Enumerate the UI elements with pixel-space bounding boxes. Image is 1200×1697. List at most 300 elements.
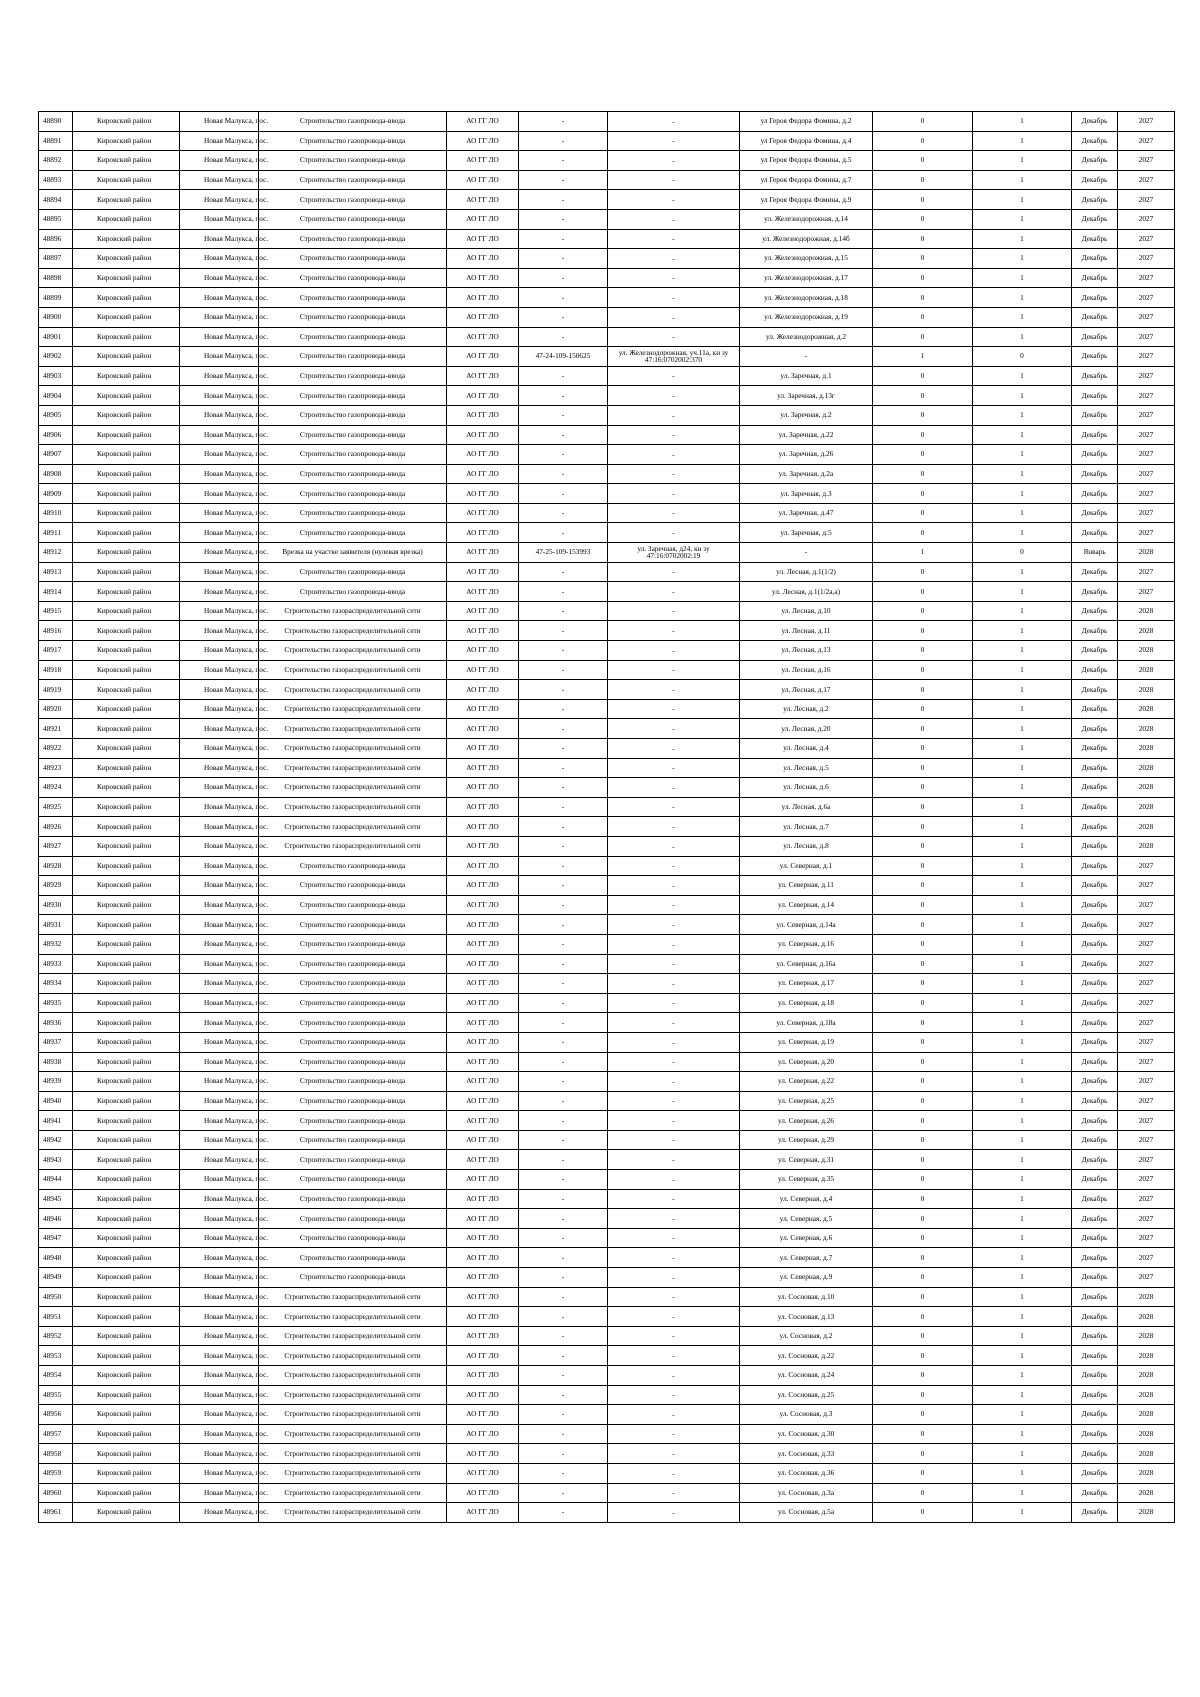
cell-application-number: -: [519, 778, 608, 798]
cell-count-b: 1: [973, 778, 1072, 798]
cell-cadastral-address: -: [608, 1072, 740, 1092]
cell-application-number: -: [519, 268, 608, 288]
cell-organization: АО ГГ ЛО: [447, 876, 519, 896]
cell-application-number: -: [519, 1424, 608, 1444]
table-row: [39, 876, 1175, 896]
cell-year: 2027: [1118, 876, 1175, 896]
cell-work-type: Строительство газораспределительной сети: [259, 739, 447, 759]
cell-settlement: Новая Малукса, пос.: [180, 974, 259, 994]
cell-district: Кировский район: [73, 1052, 180, 1072]
cell-address: ул. Северная, д.4: [740, 1189, 873, 1209]
cell-settlement: Новая Малукса, пос.: [180, 836, 259, 856]
cell-address: ул. Северная, д.14а: [740, 915, 873, 935]
cell-cadastral-address: -: [608, 307, 740, 327]
table-row: [39, 1503, 1175, 1523]
table-row: [39, 778, 1175, 798]
cell-organization: АО ГГ ЛО: [447, 817, 519, 837]
cell-id: 48929: [39, 876, 73, 896]
cell-settlement: Новая Малукса, пос.: [180, 151, 259, 171]
cell-district: Кировский район: [73, 307, 180, 327]
cell-organization: АО ГГ ЛО: [447, 621, 519, 641]
cell-month: Декабрь: [1072, 934, 1118, 954]
cell-cadastral-address: -: [608, 1405, 740, 1425]
cell-work-type: Строительство газопровода-ввода: [259, 288, 447, 308]
cell-work-type: Строительство газопровода-ввода: [259, 1170, 447, 1190]
cell-cadastral-address: -: [608, 915, 740, 935]
cell-work-type: Строительство газопровода-ввода: [259, 1013, 447, 1033]
table-row: [39, 1150, 1175, 1170]
cell-work-type: Строительство газопровода-ввода: [259, 268, 447, 288]
cell-address: ул Героя Федора Фомина, д.9: [740, 190, 873, 210]
cell-year: 2027: [1118, 366, 1175, 386]
cell-work-type: Строительство газопровода-ввода: [259, 562, 447, 582]
cell-organization: АО ГГ ЛО: [447, 601, 519, 621]
cell-organization: АО ГГ ЛО: [447, 699, 519, 719]
cell-address: ул. Северная, д.9: [740, 1268, 873, 1288]
cell-work-type: Строительство газопровода-ввода: [259, 386, 447, 406]
cell-month: Декабрь: [1072, 288, 1118, 308]
table-row: [39, 601, 1175, 621]
cell-organization: АО ГГ ЛО: [447, 1385, 519, 1405]
table-row: [39, 993, 1175, 1013]
cell-district: Кировский район: [73, 405, 180, 425]
cell-id: 48948: [39, 1248, 73, 1268]
cell-cadastral-address: -: [608, 660, 740, 680]
cell-district: Кировский район: [73, 327, 180, 347]
cell-month: Декабрь: [1072, 445, 1118, 465]
cell-organization: АО ГГ ЛО: [447, 229, 519, 249]
cell-settlement: Новая Малукса, пос.: [180, 1091, 259, 1111]
cell-month: Декабрь: [1072, 601, 1118, 621]
cell-district: Кировский район: [73, 582, 180, 602]
table-row: [39, 151, 1175, 171]
cell-application-number: -: [519, 1189, 608, 1209]
table-row: [39, 621, 1175, 641]
cell-count-a: 0: [873, 1483, 973, 1503]
cell-count-a: 0: [873, 1111, 973, 1131]
cell-address: ул. Лесная, д.17: [740, 680, 873, 700]
cell-cadastral-address: -: [608, 758, 740, 778]
table-row: [39, 366, 1175, 386]
cell-organization: АО ГГ ЛО: [447, 934, 519, 954]
cell-organization: АО ГГ ЛО: [447, 778, 519, 798]
cell-id: 48890: [39, 112, 73, 132]
cell-work-type: Строительство газопровода-ввода: [259, 1209, 447, 1229]
cell-count-b: 1: [973, 993, 1072, 1013]
cell-id: 48899: [39, 288, 73, 308]
cell-id: 48945: [39, 1189, 73, 1209]
cell-cadastral-address: -: [608, 974, 740, 994]
cell-cadastral-address: -: [608, 1013, 740, 1033]
cell-address: ул. Заречная, д.22: [740, 425, 873, 445]
cell-month: Декабрь: [1072, 1111, 1118, 1131]
cell-district: Кировский район: [73, 425, 180, 445]
cell-district: Кировский район: [73, 347, 180, 367]
cell-count-a: 0: [873, 758, 973, 778]
cell-district: Кировский район: [73, 484, 180, 504]
cell-count-a: 0: [873, 915, 973, 935]
table-row: [39, 699, 1175, 719]
table-row: [39, 1013, 1175, 1033]
cell-count-a: 0: [873, 112, 973, 132]
cell-count-a: 0: [873, 1072, 973, 1092]
cell-address: ул. Сосновая, д.25: [740, 1385, 873, 1405]
cell-cadastral-address: -: [608, 778, 740, 798]
cell-cadastral-address: ул. Железнодорожная, уч.11а, кн зу 47:16:0702002:370: [608, 347, 740, 367]
cell-year: 2028: [1118, 1326, 1175, 1346]
cell-count-a: 0: [873, 170, 973, 190]
table-row: [39, 229, 1175, 249]
table-row: [39, 915, 1175, 935]
cell-count-b: 1: [973, 895, 1072, 915]
cell-cadastral-address: -: [608, 425, 740, 445]
cell-year: 2027: [1118, 484, 1175, 504]
cell-organization: АО ГГ ЛО: [447, 1130, 519, 1150]
cell-application-number: -: [519, 1444, 608, 1464]
cell-address: ул. Заречная, д.2а: [740, 464, 873, 484]
cell-year: 2027: [1118, 425, 1175, 445]
table-row: [39, 1130, 1175, 1150]
table-row: [39, 1091, 1175, 1111]
cell-count-b: 1: [973, 1228, 1072, 1248]
cell-organization: АО ГГ ЛО: [447, 151, 519, 171]
cell-count-b: 1: [973, 856, 1072, 876]
table-row: [39, 1209, 1175, 1229]
cell-count-b: 1: [973, 249, 1072, 269]
cell-settlement: Новая Малукса, пос.: [180, 1503, 259, 1523]
cell-count-b: 1: [973, 621, 1072, 641]
cell-year: 2028: [1118, 797, 1175, 817]
cell-address: ул. Северная, д.7: [740, 1248, 873, 1268]
cell-count-b: 1: [973, 366, 1072, 386]
cell-district: Кировский район: [73, 366, 180, 386]
cell-cadastral-address: -: [608, 1503, 740, 1523]
cell-organization: АО ГГ ЛО: [447, 582, 519, 602]
cell-district: Кировский район: [73, 445, 180, 465]
cell-cadastral-address: -: [608, 562, 740, 582]
cell-cadastral-address: -: [608, 327, 740, 347]
cell-work-type: Строительство газопровода-ввода: [259, 170, 447, 190]
cell-organization: АО ГГ ЛО: [447, 170, 519, 190]
table-row: [39, 1463, 1175, 1483]
cell-year: 2027: [1118, 307, 1175, 327]
cell-count-b: 1: [973, 758, 1072, 778]
cell-year: 2027: [1118, 582, 1175, 602]
cell-year: 2027: [1118, 249, 1175, 269]
cell-year: 2027: [1118, 1013, 1175, 1033]
cell-count-a: 0: [873, 386, 973, 406]
cell-district: Кировский район: [73, 895, 180, 915]
cell-count-a: 0: [873, 699, 973, 719]
cell-cadastral-address: -: [608, 1346, 740, 1366]
cell-settlement: Новая Малукса, пос.: [180, 445, 259, 465]
cell-month: Декабрь: [1072, 249, 1118, 269]
cell-year: 2028: [1118, 621, 1175, 641]
cell-organization: АО ГГ ЛО: [447, 1268, 519, 1288]
cell-district: Кировский район: [73, 1091, 180, 1111]
cell-organization: АО ГГ ЛО: [447, 249, 519, 269]
cell-work-type: Строительство газопровода-ввода: [259, 1052, 447, 1072]
cell-id: 48913: [39, 562, 73, 582]
cell-address: ул. Сосновая, д.36: [740, 1463, 873, 1483]
cell-settlement: Новая Малукса, пос.: [180, 1170, 259, 1190]
cell-cadastral-address: -: [608, 1424, 740, 1444]
cell-year: 2028: [1118, 1366, 1175, 1386]
cell-address: ул. Северная, д.16а: [740, 954, 873, 974]
cell-address: ул. Железнодорожная, д.19: [740, 307, 873, 327]
cell-district: Кировский район: [73, 190, 180, 210]
cell-application-number: -: [519, 1170, 608, 1190]
cell-address: ул. Северная, д.25: [740, 1091, 873, 1111]
cell-application-number: -: [519, 1503, 608, 1523]
cell-application-number: -: [519, 974, 608, 994]
cell-address: ул. Сосновая, д.10: [740, 1287, 873, 1307]
cell-address: ул. Заречная, д.5: [740, 523, 873, 543]
cell-settlement: Новая Малукса, пос.: [180, 758, 259, 778]
cell-cadastral-address: -: [608, 1111, 740, 1131]
cell-application-number: -: [519, 621, 608, 641]
cell-address: -: [740, 543, 873, 563]
cell-application-number: -: [519, 895, 608, 915]
cell-count-b: 1: [973, 386, 1072, 406]
cell-id: 48923: [39, 758, 73, 778]
cell-work-type: Строительство газопровода-ввода: [259, 1072, 447, 1092]
cell-id: 48956: [39, 1405, 73, 1425]
cell-cadastral-address: -: [608, 288, 740, 308]
cell-month: Декабрь: [1072, 876, 1118, 896]
cell-work-type: Строительство газопровода-ввода: [259, 1150, 447, 1170]
cell-month: Декабрь: [1072, 1013, 1118, 1033]
cell-count-b: 1: [973, 797, 1072, 817]
cell-id: 48947: [39, 1228, 73, 1248]
cell-organization: АО ГГ ЛО: [447, 1326, 519, 1346]
cell-work-type: Строительство газораспределительной сети: [259, 1307, 447, 1327]
cell-settlement: Новая Малукса, пос.: [180, 660, 259, 680]
cell-month: Декабрь: [1072, 739, 1118, 759]
table-row: [39, 523, 1175, 543]
cell-month: Январь: [1072, 543, 1118, 563]
cell-month: Декабрь: [1072, 268, 1118, 288]
cell-organization: АО ГГ ЛО: [447, 1170, 519, 1190]
cell-application-number: -: [519, 523, 608, 543]
cell-organization: АО ГГ ЛО: [447, 1150, 519, 1170]
cell-cadastral-address: -: [608, 1483, 740, 1503]
cell-district: Кировский район: [73, 993, 180, 1013]
cell-count-a: 0: [873, 621, 973, 641]
cell-id: 48896: [39, 229, 73, 249]
cell-organization: АО ГГ ЛО: [447, 1248, 519, 1268]
cell-count-a: 0: [873, 131, 973, 151]
cell-count-b: 1: [973, 190, 1072, 210]
cell-id: 48900: [39, 307, 73, 327]
cell-address: ул. Лесная, д.5: [740, 758, 873, 778]
cell-count-a: 0: [873, 1287, 973, 1307]
cell-month: Декабрь: [1072, 112, 1118, 132]
cell-address: ул. Лесная, д.11: [740, 621, 873, 641]
cell-work-type: Строительство газораспределительной сети: [259, 660, 447, 680]
cell-cadastral-address: -: [608, 484, 740, 504]
cell-count-b: 1: [973, 445, 1072, 465]
cell-count-a: 0: [873, 562, 973, 582]
cell-address: ул. Северная, д.31: [740, 1150, 873, 1170]
cell-organization: АО ГГ ЛО: [447, 895, 519, 915]
cell-cadastral-address: -: [608, 1463, 740, 1483]
cell-cadastral-address: -: [608, 1052, 740, 1072]
cell-application-number: -: [519, 1385, 608, 1405]
cell-address: ул. Заречная, д.26: [740, 445, 873, 465]
cell-year: 2028: [1118, 1483, 1175, 1503]
cell-settlement: Новая Малукса, пос.: [180, 386, 259, 406]
cell-settlement: Новая Малукса, пос.: [180, 1150, 259, 1170]
cell-organization: АО ГГ ЛО: [447, 425, 519, 445]
cell-year: 2028: [1118, 1503, 1175, 1523]
cell-settlement: Новая Малукса, пос.: [180, 915, 259, 935]
cell-organization: АО ГГ ЛО: [447, 797, 519, 817]
cell-settlement: Новая Малукса, пос.: [180, 641, 259, 661]
cell-count-a: 0: [873, 268, 973, 288]
cell-count-a: 0: [873, 366, 973, 386]
cell-count-b: 1: [973, 288, 1072, 308]
cell-address: ул. Сосновая, д.3а: [740, 1483, 873, 1503]
cell-count-a: 0: [873, 1307, 973, 1327]
cell-district: Кировский район: [73, 249, 180, 269]
cell-application-number: -: [519, 151, 608, 171]
cell-work-type: Строительство газораспределительной сети: [259, 641, 447, 661]
cell-count-a: 0: [873, 327, 973, 347]
cell-month: Декабрь: [1072, 758, 1118, 778]
cell-district: Кировский район: [73, 268, 180, 288]
cell-year: 2027: [1118, 934, 1175, 954]
cell-application-number: -: [519, 1248, 608, 1268]
cell-year: 2028: [1118, 680, 1175, 700]
cell-district: Кировский район: [73, 1130, 180, 1150]
cell-work-type: Строительство газораспределительной сети: [259, 1444, 447, 1464]
cell-id: 48910: [39, 503, 73, 523]
cell-organization: АО ГГ ЛО: [447, 562, 519, 582]
cell-count-b: 1: [973, 582, 1072, 602]
cell-count-a: 0: [873, 523, 973, 543]
cell-count-b: 1: [973, 1032, 1072, 1052]
cell-cadastral-address: -: [608, 993, 740, 1013]
cell-year: 2027: [1118, 151, 1175, 171]
cell-year: 2027: [1118, 190, 1175, 210]
cell-count-a: 0: [873, 817, 973, 837]
cell-count-a: 0: [873, 680, 973, 700]
cell-address: ул. Лесная, д.10: [740, 601, 873, 621]
cell-district: Кировский район: [73, 1189, 180, 1209]
cell-application-number: -: [519, 1463, 608, 1483]
cell-cadastral-address: -: [608, 680, 740, 700]
cell-settlement: Новая Малукса, пос.: [180, 1032, 259, 1052]
cell-cadastral-address: -: [608, 151, 740, 171]
cell-count-b: 1: [973, 1170, 1072, 1190]
cell-id: 48914: [39, 582, 73, 602]
cell-month: Декабрь: [1072, 895, 1118, 915]
cell-id: 48930: [39, 895, 73, 915]
cell-settlement: Новая Малукса, пос.: [180, 190, 259, 210]
table-row: [39, 934, 1175, 954]
table-row: [39, 660, 1175, 680]
cell-address: ул. Сосновая, д.3: [740, 1405, 873, 1425]
cell-address: ул. Лесная, д.6а: [740, 797, 873, 817]
cell-settlement: Новая Малукса, пос.: [180, 856, 259, 876]
cell-count-b: 1: [973, 1405, 1072, 1425]
cell-cadastral-address: -: [608, 112, 740, 132]
cell-address: ул. Железнодорожная, д.17: [740, 268, 873, 288]
cell-settlement: Новая Малукса, пос.: [180, 1248, 259, 1268]
table-row: [39, 1366, 1175, 1386]
cell-application-number: -: [519, 190, 608, 210]
cell-settlement: Новая Малукса, пос.: [180, 1444, 259, 1464]
cell-month: Декабрь: [1072, 641, 1118, 661]
cell-organization: АО ГГ ЛО: [447, 366, 519, 386]
cell-settlement: Новая Малукса, пос.: [180, 112, 259, 132]
cell-organization: АО ГГ ЛО: [447, 1444, 519, 1464]
cell-count-a: 0: [873, 974, 973, 994]
cell-district: Кировский район: [73, 1483, 180, 1503]
cell-month: Декабрь: [1072, 464, 1118, 484]
cell-cadastral-address: -: [608, 386, 740, 406]
cell-count-b: 1: [973, 425, 1072, 445]
cell-settlement: Новая Малукса, пос.: [180, 680, 259, 700]
cell-id: 48941: [39, 1111, 73, 1131]
cell-work-type: Строительство газораспределительной сети: [259, 836, 447, 856]
cell-organization: АО ГГ ЛО: [447, 1111, 519, 1131]
cell-settlement: Новая Малукса, пос.: [180, 1189, 259, 1209]
cell-settlement: Новая Малукса, пос.: [180, 327, 259, 347]
cell-work-type: Строительство газопровода-ввода: [259, 366, 447, 386]
cell-district: Кировский район: [73, 131, 180, 151]
cell-application-number: -: [519, 1130, 608, 1150]
cell-organization: АО ГГ ЛО: [447, 1483, 519, 1503]
cell-month: Декабрь: [1072, 1032, 1118, 1052]
cell-count-b: 1: [973, 1091, 1072, 1111]
cell-application-number: -: [519, 307, 608, 327]
cell-address: ул. Северная, д.16: [740, 934, 873, 954]
cell-district: Кировский район: [73, 660, 180, 680]
cell-cadastral-address: -: [608, 1209, 740, 1229]
cell-application-number: -: [519, 836, 608, 856]
cell-settlement: Новая Малукса, пос.: [180, 268, 259, 288]
table-row: [39, 503, 1175, 523]
cell-year: 2028: [1118, 641, 1175, 661]
cell-settlement: Новая Малукса, пос.: [180, 425, 259, 445]
cell-count-a: 0: [873, 934, 973, 954]
cell-count-a: 0: [873, 307, 973, 327]
cell-id: 48952: [39, 1326, 73, 1346]
cell-application-number: -: [519, 758, 608, 778]
cell-district: Кировский район: [73, 464, 180, 484]
cell-cadastral-address: -: [608, 954, 740, 974]
cell-id: 48908: [39, 464, 73, 484]
cell-settlement: Новая Малукса, пос.: [180, 523, 259, 543]
cell-month: Декабрь: [1072, 1091, 1118, 1111]
cell-organization: АО ГГ ЛО: [447, 836, 519, 856]
cell-settlement: Новая Малукса, пос.: [180, 601, 259, 621]
cell-work-type: Строительство газопровода-ввода: [259, 523, 447, 543]
cell-cadastral-address: -: [608, 170, 740, 190]
cell-count-b: 1: [973, 1326, 1072, 1346]
cell-count-b: 1: [973, 1366, 1072, 1386]
cell-id: 48916: [39, 621, 73, 641]
cell-id: 48912: [39, 543, 73, 563]
cell-application-number: -: [519, 1111, 608, 1131]
cell-cadastral-address: -: [608, 797, 740, 817]
cell-count-b: 1: [973, 1111, 1072, 1131]
cell-month: Декабрь: [1072, 366, 1118, 386]
cell-work-type: Строительство газопровода-ввода: [259, 112, 447, 132]
cell-district: Кировский район: [73, 1503, 180, 1523]
